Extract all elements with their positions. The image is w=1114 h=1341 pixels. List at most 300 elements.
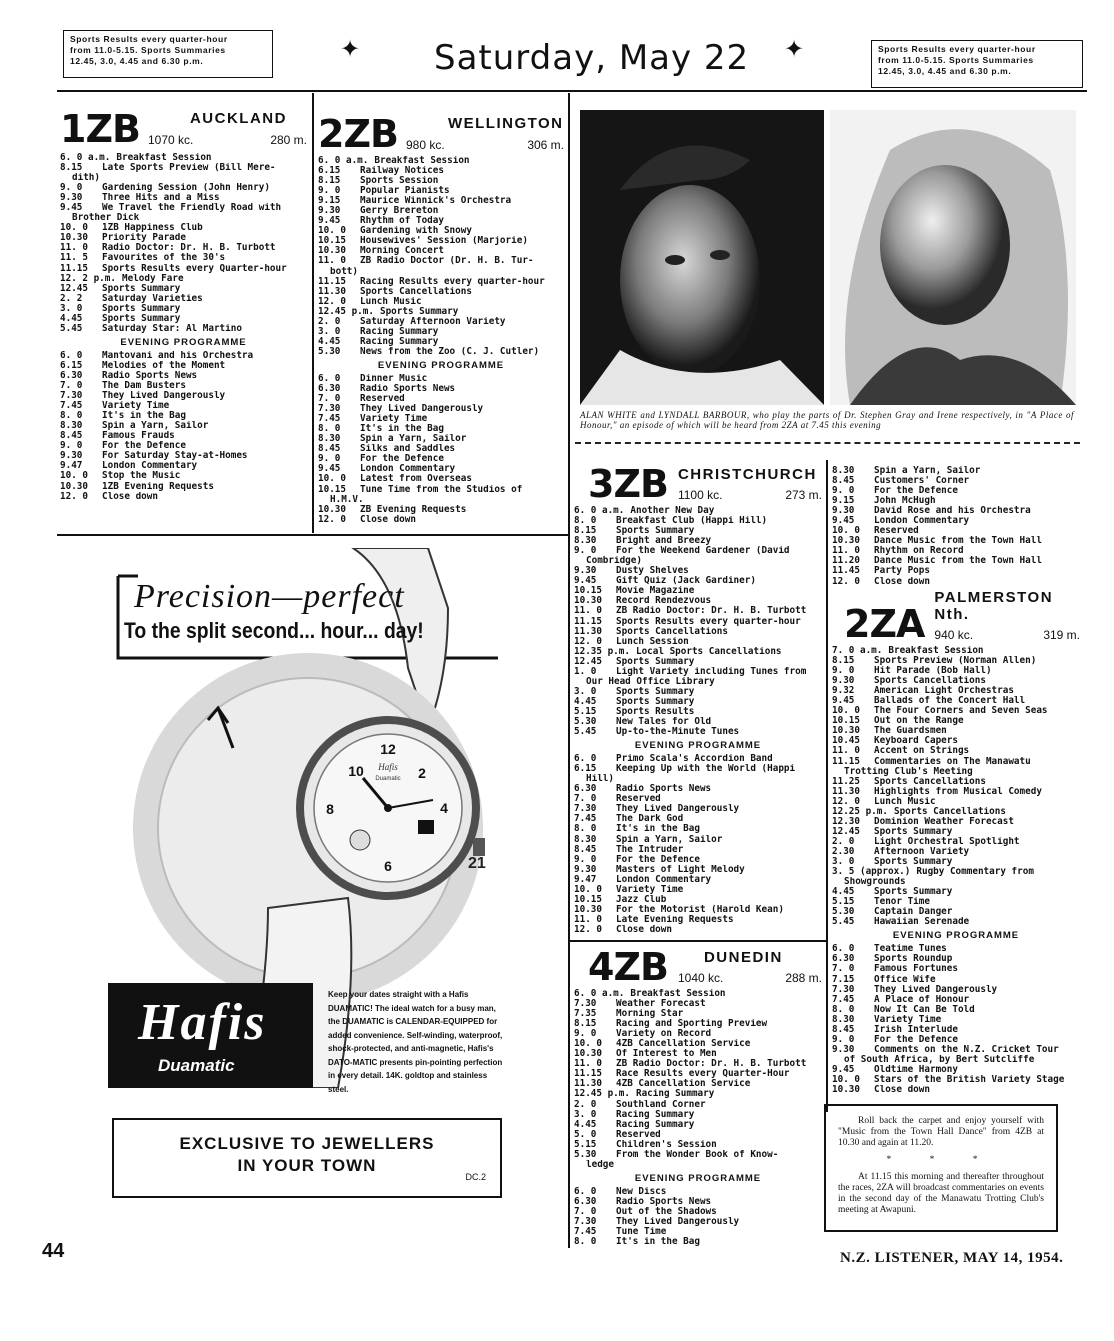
schedule-row (574, 784, 822, 794)
schedule-programme: ZB Radio Doctor: Dr. H. B. Turbott (616, 606, 807, 617)
schedule-time: 7.30 (574, 803, 597, 815)
schedule-row (60, 324, 307, 334)
schedule-row (832, 566, 1080, 576)
schedule-programme: Captain Danger (874, 907, 953, 918)
schedule-programme: Light Orchestral Spotlight (874, 836, 1020, 847)
schedule-row (318, 166, 564, 176)
schedule-row (832, 964, 1080, 974)
schedule-time: 3. 0 (318, 325, 341, 337)
schedule-row (832, 975, 1080, 985)
schedule-time: 8.30 (832, 465, 855, 476)
schedule-time: 12.25 p.m. (832, 805, 888, 817)
schedule-row (318, 317, 564, 327)
schedule-row (318, 236, 564, 246)
diamond-ornament-right: ✦ (784, 36, 805, 63)
schedule-time: 5.30 (318, 345, 341, 357)
schedule-row (574, 606, 822, 616)
notice-box (824, 1104, 1058, 1232)
schedule-time: 7. 0 a.m. (832, 645, 883, 656)
schedule-row (318, 424, 564, 434)
schedule-time: 7.35 (574, 1008, 597, 1020)
schedule-row (60, 391, 307, 401)
schedule-programme: Sports Summary (616, 686, 695, 697)
schedule-time: 9. 0 (60, 182, 83, 194)
evening-programme-heading: EVENING PROGRAMME (892, 930, 1020, 942)
schedule-time: 12.45 (832, 825, 860, 837)
schedule-programme: From the Wonder Book of Know- (616, 1149, 779, 1160)
hafis-advertisement (98, 548, 518, 1218)
photo-lyndall-barbour (830, 110, 1076, 405)
schedule-programme: Breakfast Session (116, 153, 212, 163)
schedule-time: 12. 2 p.m. (60, 272, 116, 284)
schedule-list (318, 156, 564, 525)
schedule-programme: Dusty Shelves (616, 566, 689, 577)
sports-info-box-left (63, 30, 273, 78)
schedule-time: 11. 0 (60, 242, 88, 254)
schedule-programme: Showgrounds (844, 877, 906, 888)
schedule-time: 6. 0 (574, 753, 597, 765)
schedule-programme: Variety Time (874, 1014, 942, 1025)
schedule-time: 7. 0 (60, 380, 83, 392)
schedule-time: 9.15 (832, 495, 855, 507)
schedule-time: 9.47 (60, 460, 83, 472)
schedule-row (318, 206, 564, 216)
schedule-row (60, 153, 307, 163)
schedule-row (832, 736, 1080, 746)
schedule-row (318, 374, 564, 384)
schedule-row (318, 474, 564, 484)
schedule-row (832, 944, 1080, 954)
schedule-row (832, 995, 1080, 1005)
schedule-programme: Racing Summary (616, 1119, 695, 1130)
schedule-programme: Late Sports Preview (Bill Mere- (102, 163, 276, 174)
schedule-time: 5.30 (832, 906, 855, 918)
schedule-programme: Gift Quiz (Jack Gardiner) (616, 576, 756, 587)
schedule-row (318, 505, 564, 515)
svg-text:2: 2 (418, 765, 426, 781)
schedule-time: 2. 0 (574, 1098, 597, 1110)
schedule-programme: Afternoon Variety (874, 846, 970, 857)
schedule-programme: Combridge) (586, 556, 642, 567)
sports-info-line: 12.45, 3.0, 4.45 and 6.30 p.m. (70, 56, 204, 66)
schedule-programme: A Place of Honour (874, 994, 970, 1005)
schedule-time: 6. 0 a.m. (60, 152, 111, 163)
schedule-row (60, 421, 307, 431)
station-city: WELLINGTON (447, 115, 564, 132)
schedule-programme: Hit Parade (Bob Hall) (874, 666, 992, 677)
schedule-time: 8.45 (832, 1023, 855, 1035)
schedule-programme: Spin a Yarn, Sailor (874, 466, 981, 476)
schedule-row (318, 307, 564, 317)
schedule-row (832, 827, 1080, 837)
schedule-time: 10.30 (832, 535, 860, 547)
schedule-programme: Masters of Light Melody (616, 864, 745, 875)
evening-programme-heading: EVENING PROGRAMME (634, 740, 762, 752)
schedule-time: 6.30 (832, 953, 855, 965)
schedule-programme: Sports Summary (102, 283, 181, 294)
schedule-list (60, 153, 307, 502)
schedule-row (318, 267, 564, 277)
schedule-row (574, 516, 822, 526)
schedule-programme: bott) (330, 266, 358, 277)
station-call-sign: 2ZB (318, 112, 398, 156)
schedule-time: 10.15 (318, 235, 346, 247)
schedule-programme: Favourites of the 30's (102, 253, 226, 264)
schedule-time: 9.45 (318, 463, 341, 475)
publication-line: N.Z. LISTENER, MAY 14, 1954. (840, 1250, 1064, 1266)
schedule-time: 3. 0 (832, 855, 855, 867)
station-call-sign: 3ZB (588, 462, 668, 506)
schedule-row (574, 1130, 822, 1140)
schedule-programme: Breakfast Session (374, 156, 470, 166)
schedule-time: 5.45 (832, 916, 855, 928)
schedule-programme: Sports Cancellations (893, 806, 1006, 817)
schedule-time: 11.15 (574, 1068, 602, 1080)
schedule-time: 9. 0 (574, 1028, 597, 1040)
schedule-row (318, 444, 564, 454)
evening-programme-heading: EVENING PROGRAMME (120, 336, 247, 348)
schedule-programme: It's in the Bag (102, 411, 186, 422)
svg-text:6: 6 (384, 858, 392, 874)
schedule-time: 7. 0 (832, 963, 855, 975)
schedule-row (574, 1217, 822, 1227)
schedule-programme: Customers' Corner (874, 476, 970, 487)
schedule-row (574, 617, 822, 627)
station-frequency: 1040 kc. (677, 971, 724, 985)
schedule-programme: Comments on the N.Z. Cricket Tour (874, 1044, 1059, 1055)
schedule-time: 6.30 (574, 1195, 597, 1207)
schedule-programme: John McHugh (874, 496, 936, 507)
schedule-row (832, 476, 1080, 486)
schedule-programme: Tenor Time (874, 897, 930, 908)
schedule-time: 10.30 (574, 1048, 602, 1060)
schedule-time: 10. 0 (574, 1038, 602, 1050)
schedule-row (832, 877, 1080, 887)
station-wavelength: 319 m. (1043, 628, 1080, 642)
schedule-row (832, 746, 1080, 756)
schedule-row (574, 1110, 822, 1120)
schedule-programme: 4ZB Cancellation Service (616, 1039, 751, 1050)
schedule-row (832, 466, 1080, 476)
schedule-row (318, 347, 564, 357)
schedule-time: 11.15 (832, 755, 860, 767)
schedule-time: 4.45 (60, 312, 83, 324)
schedule-row (318, 216, 564, 226)
schedule-programme: Spin a Yarn, Sailor (616, 834, 723, 845)
schedule-time: 2. 0 (318, 315, 341, 327)
schedule-row (60, 274, 307, 284)
schedule-time: 2. 2 (60, 292, 83, 304)
header-rule (57, 90, 1087, 92)
schedule-row (60, 304, 307, 314)
schedule-row (832, 807, 1080, 817)
schedule-time: 12. 0 (574, 635, 602, 647)
schedule-programme: Racing and Sporting Preview (616, 1019, 768, 1030)
schedule-programme: For the Defence (616, 854, 700, 865)
schedule-programme: Radio Sports News (360, 384, 456, 395)
schedule-time: 8.30 (574, 833, 597, 845)
schedule-time: 10.30 (832, 1084, 860, 1096)
schedule-time: 6. 0 (574, 1185, 597, 1197)
schedule-row (318, 434, 564, 444)
schedule-row (832, 897, 1080, 907)
schedule-programme: Sports Summary (874, 856, 953, 867)
schedule-row (318, 186, 564, 196)
schedule-row (832, 1085, 1080, 1095)
schedule-row (574, 774, 822, 784)
schedule-programme: Three Hits and a Miss (102, 193, 220, 204)
schedule-row (60, 371, 307, 381)
schedule-row (574, 865, 822, 875)
schedule-time: 9.47 (574, 873, 597, 885)
svg-text:8: 8 (326, 801, 334, 817)
schedule-time: 9. 0 (574, 545, 597, 557)
schedule-programme: For the Defence (874, 486, 958, 497)
schedule-time: 4.45 (574, 1118, 597, 1130)
schedule-time: 8.45 (60, 430, 83, 442)
schedule-row (60, 193, 307, 203)
schedule-programme: Local Sports Cancellations (635, 646, 782, 657)
section-rule (570, 940, 826, 942)
schedule-row (574, 1009, 822, 1019)
duamatic-logo: Duamatic (158, 1056, 235, 1075)
schedule-programme: Weather Forecast (616, 999, 706, 1010)
schedule-programme: H.M.V. (330, 494, 364, 505)
schedule-programme: Railway Notices (360, 166, 444, 177)
schedule-time: 8.30 (318, 433, 341, 445)
schedule-programme: Radio Sports News (102, 370, 198, 381)
schedule-programme: London Commentary (874, 516, 970, 527)
schedule-row (574, 707, 822, 717)
schedule-programme: Late Evening Requests (616, 914, 734, 925)
schedule-row (832, 1075, 1080, 1085)
schedule-row (574, 895, 822, 905)
schedule-programme: Lunch Music (874, 796, 936, 807)
schedule-time: 10. 0 (318, 473, 346, 485)
schedule-time: 8.45 (832, 475, 855, 487)
schedule-time: 11. 0 (318, 255, 346, 267)
schedule-row (832, 646, 1080, 656)
schedule-programme: London Commentary (360, 464, 456, 475)
schedule-programme: For the Defence (874, 1034, 958, 1045)
schedule-programme: 1ZB Happiness Club (102, 223, 203, 234)
schedule-time: 8. 0 (574, 1236, 597, 1248)
schedule-time: 7.30 (574, 998, 597, 1010)
page-date: Saturday, May 22 (434, 38, 750, 78)
schedule-time: 1. 0 (574, 665, 597, 677)
schedule-programme: Racing Results every quarter-hour (360, 276, 545, 287)
schedule-row (574, 905, 822, 915)
schedule-row (574, 677, 822, 687)
schedule-time: 12.35 p.m. (574, 645, 630, 657)
schedule-programme: Children's Session (616, 1139, 717, 1150)
schedule-programme: Variety on Record (616, 1029, 712, 1040)
schedule-time: 12. 0 (318, 513, 346, 525)
schedule-time: 6. 0 a.m. (318, 155, 369, 166)
schedule-row (318, 196, 564, 206)
schedule-programme: Light Variety including Tunes from (616, 666, 807, 677)
schedule-row (574, 1150, 822, 1160)
schedule-time: 5.30 (574, 1148, 597, 1160)
schedule-programme: Close down (616, 924, 672, 935)
schedule-programme: Sports Summary (379, 306, 459, 317)
schedule-time: 6. 0 a.m. (574, 988, 625, 999)
schedule-row (574, 576, 822, 586)
schedule-time: 8.30 (60, 420, 83, 432)
schedule-row (574, 1049, 822, 1059)
schedule-programme: Popular Pianists (360, 186, 450, 197)
station-city: DUNEDIN (703, 949, 783, 966)
station-city: CHRISTCHURCH (677, 466, 817, 483)
schedule-row (574, 1187, 822, 1197)
schedule-row (832, 867, 1080, 877)
schedule-time: 12. 0 (60, 490, 88, 502)
svg-text:10: 10 (348, 763, 364, 779)
schedule-programme: Sports Summary (874, 826, 953, 837)
schedule-programme: ledge (586, 1159, 614, 1170)
schedule-row (574, 855, 822, 865)
schedule-programme: Jazz Club (616, 894, 667, 905)
schedule-row (60, 203, 307, 213)
schedule-time: 8.30 (574, 535, 597, 547)
column-rule (826, 460, 828, 1112)
schedule-programme: Radio Doctor: Dr. H. B. Turbott (102, 243, 276, 254)
schedule-time: 7.15 (832, 973, 855, 985)
schedule-programme: Sports Results (616, 706, 695, 717)
schedule-row (832, 1005, 1080, 1015)
schedule-row (574, 754, 822, 764)
schedule-time: 8.15 (574, 525, 597, 537)
schedule-programme: Dominion Weather Forecast (874, 816, 1014, 827)
schedule-row (574, 794, 822, 804)
schedule-time: 10. 0 (832, 525, 860, 537)
schedule-row (60, 223, 307, 233)
schedule-row (574, 1237, 822, 1247)
schedule-programme: Rugby Commentary from (916, 867, 1034, 878)
schedule-time: 4.45 (574, 695, 597, 707)
schedule-time: 12.45 p.m. (574, 1088, 630, 1100)
schedule-row (60, 431, 307, 441)
schedule-row (318, 515, 564, 525)
schedule-row (574, 989, 822, 999)
svg-text:12: 12 (380, 741, 396, 757)
sports-info-line: 12.45, 3.0, 4.45 and 6.30 p.m. (878, 66, 1012, 76)
schedule-row (60, 183, 307, 193)
schedule-programme: Racing Summary (616, 1109, 695, 1120)
schedule-programme: Racing Summary (360, 326, 439, 337)
schedule-time: 7. 0 (574, 1205, 597, 1217)
schedule-programme: American Light Orchestras (874, 686, 1014, 697)
schedule-programme: Saturday Star: Al Martino (102, 323, 242, 334)
schedule-row (60, 173, 307, 183)
evening-programme-heading: EVENING PROGRAMME (634, 1172, 762, 1184)
schedule-time: 12.30 (832, 815, 860, 827)
schedule-row (574, 627, 822, 637)
schedule-programme: Party Pops (874, 566, 930, 577)
schedule-row (60, 351, 307, 361)
schedule-row (574, 1197, 822, 1207)
schedule-row (574, 556, 822, 566)
svg-text:4: 4 (440, 800, 448, 816)
schedule-time: 5.45 (574, 726, 597, 738)
schedule-time: 8.45 (574, 843, 597, 855)
schedule-time: 9. 0 (318, 453, 341, 465)
schedule-programme: Close down (874, 1085, 930, 1096)
schedule-row (318, 485, 564, 495)
schedule-programme: ZB Radio Doctor: Dr. H. B. Turbott (616, 1059, 807, 1070)
schedule-time: 10.45 (832, 735, 860, 747)
schedule-row (574, 814, 822, 824)
schedule-row (60, 294, 307, 304)
schedule-row (574, 1029, 822, 1039)
station-frequency: 940 kc. (934, 628, 974, 642)
ad-headline: To the split second... hour... day! (124, 618, 424, 643)
schedule-time: 5. 0 (574, 1128, 597, 1140)
schedule-row (574, 1039, 822, 1049)
schedule-programme: Morning Star (616, 1009, 684, 1020)
schedule-row (574, 764, 822, 774)
watch-dial-brand: Hafis (378, 762, 398, 772)
station-frequency: 1100 kc. (677, 488, 723, 502)
schedule-row (318, 256, 564, 266)
schedule-row (574, 1089, 822, 1099)
schedule-row (60, 441, 307, 451)
station-3zb-continued (832, 466, 1080, 587)
schedule-row (832, 666, 1080, 676)
schedule-row (832, 917, 1080, 927)
schedule-time: 7.30 (60, 390, 83, 402)
caption-divider (575, 442, 1080, 444)
sports-info-line: Sports Results every quarter-hour (878, 44, 1036, 54)
schedule-programme: The Dark God (616, 814, 684, 825)
schedule-time: 8. 0 (60, 410, 83, 422)
schedule-time: 10.15 (318, 483, 346, 495)
section-rule (57, 534, 568, 536)
schedule-programme: Racing Summary (635, 1089, 715, 1100)
schedule-time: 12. 0 (832, 795, 860, 807)
schedule-time: 11. 0 (574, 1058, 602, 1070)
schedule-row (318, 495, 564, 505)
schedule-programme: Oldtime Harmony (874, 1064, 958, 1075)
schedule-programme: Keeping Up with the World (Happi (616, 764, 796, 775)
schedule-programme: Sports Preview (Norman Allen) (874, 656, 1037, 667)
schedule-row (574, 1069, 822, 1079)
schedule-time: 6.30 (574, 783, 597, 795)
schedule-row (832, 1065, 1080, 1075)
schedule-time: 11.25 (832, 775, 860, 787)
schedule-programme: Spin a Yarn, Sailor (102, 421, 209, 432)
schedule-row (60, 163, 307, 173)
schedule-programme: ZB Evening Requests (360, 504, 467, 515)
schedule-programme: For the Weekend Gardener (David (616, 546, 790, 557)
schedule-row (574, 835, 822, 845)
schedule-time: 10.30 (60, 232, 88, 244)
schedule-list (574, 989, 822, 1247)
schedule-row (832, 1035, 1080, 1045)
diamond-ornament-left: ✦ (340, 36, 361, 63)
schedule-row (318, 176, 564, 186)
schedule-programme: Rhythm on Record (874, 546, 964, 557)
page-number: 44 (42, 1240, 65, 1262)
schedule-time: 12.45 (60, 282, 88, 294)
schedule-time: 5.30 (574, 715, 597, 727)
schedule-time: 11.45 (832, 565, 860, 577)
station-call-sign: 2ZA (844, 602, 925, 646)
schedule-time: 11.15 (318, 275, 346, 287)
schedule-programme: It's in the Bag (360, 424, 444, 435)
schedule-time: 8. 0 (832, 1003, 855, 1015)
schedule-time: 9. 0 (832, 665, 855, 677)
